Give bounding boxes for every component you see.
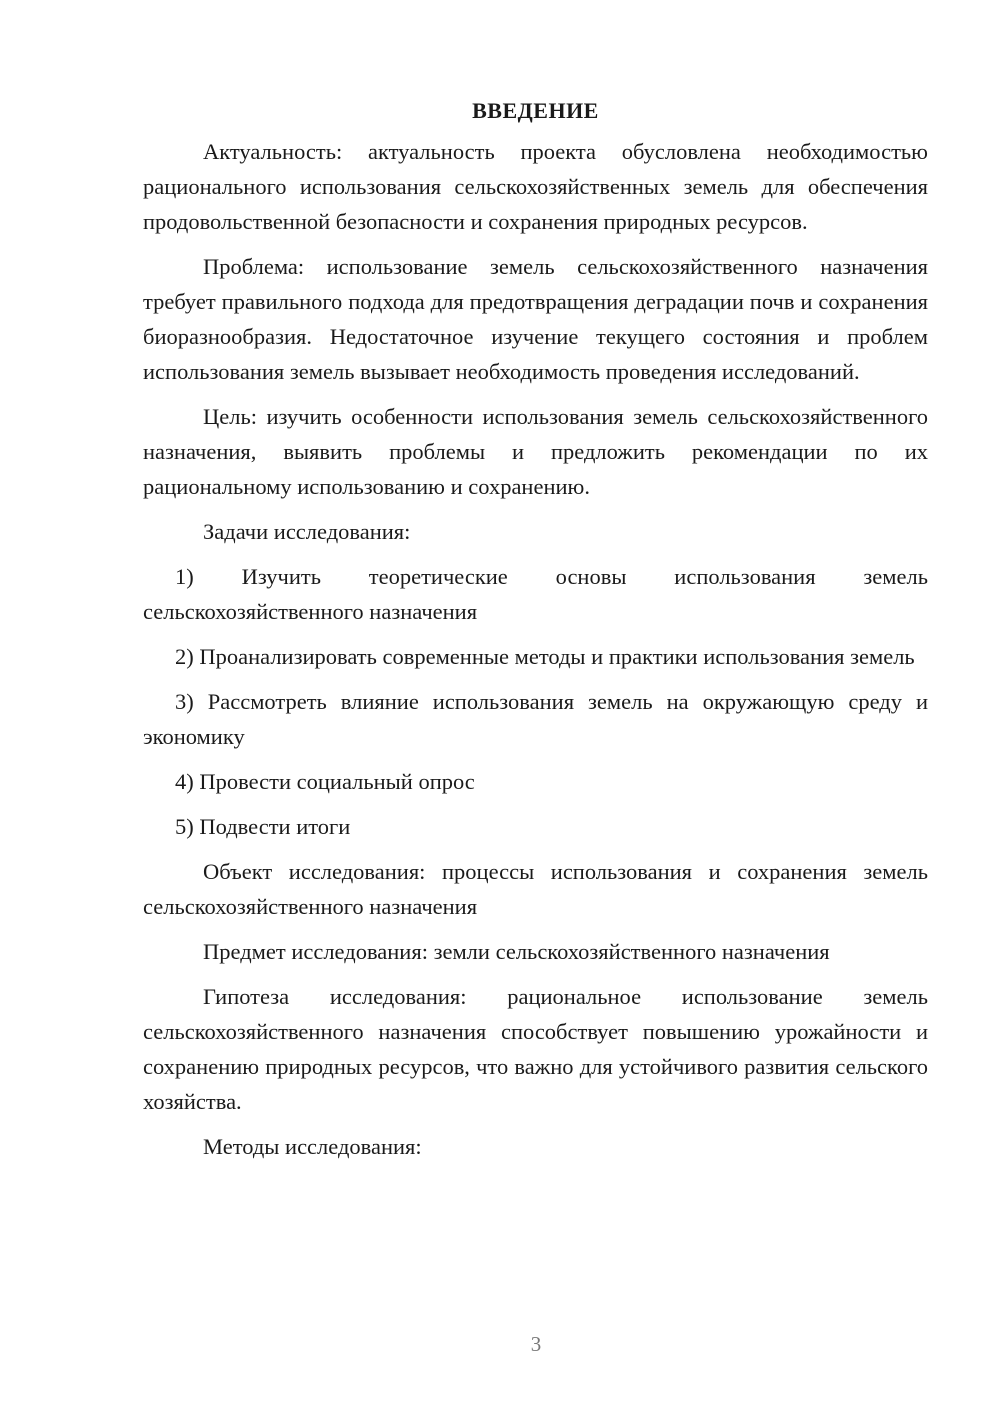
page-title: ВВЕДЕНИЕ	[472, 98, 599, 123]
paragraph-goal: Цель: изучить особенности использования земель сельскохозяйственного назначения, выявить проблемы и предложить рекомендации по их рациональному использованию и сохранению.	[143, 404, 928, 499]
task-item-3: 3) Рассмотреть влияние использования земель на окружающую среду и экономику	[143, 689, 928, 749]
task-item-2: 2) Проанализировать современные методы и практики использования земель	[175, 644, 915, 669]
paragraph-tasks-heading: Задачи исследования:	[203, 519, 411, 544]
paragraph-subject: Предмет исследования: земли сельскохозяйственного назначения	[203, 939, 830, 964]
paragraph-object: Объект исследования: процессы использования и сохранения земель сельскохозяйственного назначения	[143, 859, 928, 919]
page-number: 3	[530, 1332, 542, 1356]
paragraph-problem: Проблема: использование земель сельскохозяйственного назначения требует правильного подхода для предотвращения деградации почв и сохранения биоразнообразия. Недостаточное изучение текущего состояния и проблем использования земель вызывает необходимость проведения исследований.	[143, 254, 928, 384]
task-item-5: 5) Подвести итоги	[175, 814, 351, 839]
paragraph-methods: Методы исследования:	[203, 1134, 422, 1159]
task-item-4: 4) Провести социальный опрос	[175, 769, 475, 794]
paragraph-relevance: Актуальность: актуальность проекта обусловлена необходимостью рационального использования сельскохозяйственных земель для обеспечения продовольственной безопасности и сохранения природных ресурсов.	[143, 139, 928, 234]
page-content	[143, 93, 928, 1174]
paragraph-hypothesis: Гипотеза исследования: рациональное использование земель сельскохозяйственного назначения способствует повышению урожайности и сохранению природных ресурсов, что важно для устойчивого развития сельского хозяйства.	[143, 984, 928, 1114]
task-item-1: 1) Изучить теоретические основы использования земель сельскохозяйственного назначения	[143, 564, 928, 624]
